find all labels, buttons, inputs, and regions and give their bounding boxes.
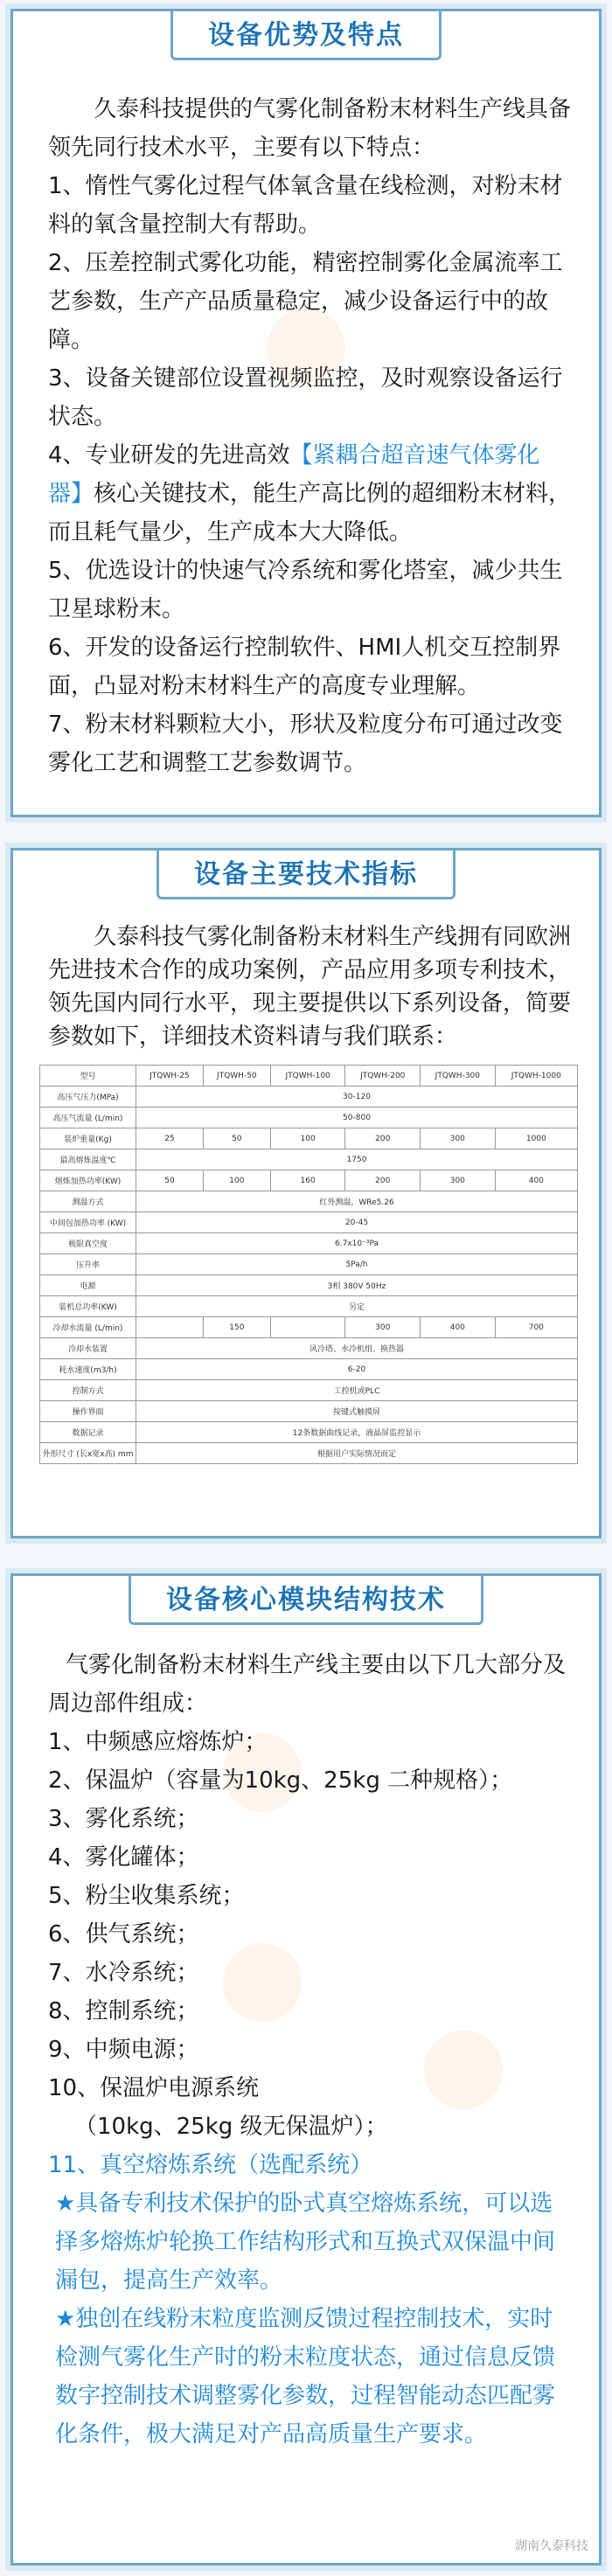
- spec-row-value: 300: [345, 1317, 421, 1338]
- spec-header-cell: JTQWH-1000: [495, 1066, 577, 1087]
- spec-row-label: 装炉重量(Kg): [40, 1128, 136, 1149]
- specs-title: 设备主要技术指标: [156, 851, 456, 899]
- spec-row-value: 160: [270, 1170, 345, 1191]
- advantage-item-4-prefix: 4、专业研发的先进高效: [48, 442, 290, 469]
- advantage-item: 1、惰性气雾化过程气体氧含量在线检测，对粉末材料的氧含量控制大有帮助。: [48, 173, 563, 238]
- spec-row-value: 50: [136, 1170, 204, 1191]
- module-item: （10kg、25kg 级无保温炉）；: [74, 2114, 388, 2140]
- spec-row-value: 1750: [136, 1149, 578, 1170]
- spec-row-value: 200: [345, 1128, 421, 1149]
- module-item: 6、供气系统；: [48, 1921, 199, 1948]
- spec-row-value: 700: [495, 1317, 577, 1338]
- spec-row-value: 30-120: [136, 1087, 578, 1107]
- spec-header-cell: JTQWH-200: [345, 1066, 421, 1087]
- spec-row: [40, 1233, 578, 1254]
- spec-header-cell: 型号: [40, 1066, 136, 1087]
- modules-body: [48, 1646, 573, 2454]
- spec-row: [40, 1359, 578, 1380]
- spec-row: [40, 1380, 578, 1401]
- advantages-panel: [10, 9, 602, 817]
- spec-row: [40, 1296, 578, 1317]
- module-item: 3、雾化系统；: [48, 1806, 199, 1832]
- spec-row-value: 25: [136, 1128, 204, 1149]
- spec-row-value: 100: [270, 1128, 345, 1149]
- spec-row-label: 中间包加热功率 (KW): [40, 1212, 136, 1233]
- spec-row-label: 操作界面: [40, 1401, 136, 1422]
- advantage-item: 6、开发的设备运行控制软件、HMI人机交互控制界面，凸显对粉末材料生产的高度专业理解。: [48, 635, 561, 699]
- advantage-item: 2、压差控制式雾化功能，精密控制雾化金属流率工艺参数，生产产品质量稳定，减少设备运行中的故障。: [48, 250, 563, 353]
- spec-row: [40, 1149, 578, 1170]
- spec-row: [40, 1338, 578, 1359]
- spec-row-label: 极限真空度: [40, 1233, 136, 1254]
- spec-row-label: 耗水速度(m3/h): [40, 1359, 136, 1380]
- spec-row-label: 压升率: [40, 1254, 136, 1275]
- signoff-label: 湖南久泰科技: [515, 2539, 588, 2553]
- module-item: 2、保温炉（容量为10kg、25kg 二种规格）；: [48, 1767, 513, 1794]
- star-feature: ★独创在线粉末粒度监测反馈过程控制技术，实时检测气雾化生产时的粉末粒度状态，通过信息反馈数字控制技术调整雾化参数，过程智能动态匹配雾化条件，极大满足对产品高质量生产要求。: [55, 2306, 556, 2448]
- advantage-item: 3、设备关键部位设置视频监控，及时观察设备运行状态。: [48, 365, 563, 430]
- spec-row-label: 冷却水流量 (L/min): [40, 1317, 136, 1338]
- specs-intro: 久泰科技气雾化制备粉末材料生产线拥有同欧洲先进技术合作的成功案例，产品应用多项专利技术，领先国内同行水平，现主要提供以下系列设备，简要参数如下，详细技术资料请与我们联系：: [48, 924, 572, 1050]
- spec-row-value: 50: [203, 1128, 270, 1149]
- spec-row-value: 300: [421, 1170, 496, 1191]
- spec-row-label: 高压气流量 (L/min): [40, 1107, 136, 1128]
- advantage-item: 5、优选设计的快速气冷系统和雾化塔室，减少共生卫星球粉末。: [48, 558, 563, 622]
- spec-row-label: 数据记录: [40, 1422, 136, 1443]
- spec-row-value: 150: [203, 1317, 270, 1338]
- spec-row-value: 200: [345, 1170, 421, 1191]
- spec-row-value: 工控机或PLC: [136, 1380, 578, 1401]
- spec-row-value: 6.7x10⁻³Pa: [136, 1233, 578, 1254]
- advantage-item-4: [48, 436, 573, 552]
- star-feature: ★具备专利技术保护的卧式真空熔炼系统，可以选择多熔炼炉轮换工作结构形式和互换式双保温中间漏包，提高生产效率。: [55, 2191, 556, 2294]
- spec-row: [40, 1254, 578, 1275]
- spec-header-cell: JTQWH-50: [203, 1066, 270, 1087]
- spec-row: [40, 1443, 578, 1464]
- spec-row-value: 根据用户实际情况而定: [136, 1443, 578, 1464]
- spec-row-value: 红外测温，WRe5.26: [136, 1191, 578, 1212]
- spec-row: [40, 1128, 578, 1149]
- spec-header-cell: JTQWH-300: [421, 1066, 496, 1087]
- spec-row-label: 测温方式: [40, 1191, 136, 1212]
- module-item: 1、中频感应熔炼炉；: [48, 1729, 268, 1755]
- spec-row-value: 风冷塔、水冷机组、换热器: [136, 1338, 578, 1359]
- spec-header-cell: JTQWH-100: [270, 1066, 345, 1087]
- modules-intro: 气雾化制备粉末材料生产线主要由以下几大部分及周边部件组成：: [48, 1652, 567, 1717]
- spec-row: [40, 1275, 578, 1296]
- module-item: 7、水冷系统；: [48, 1960, 199, 1986]
- module-item: 10、保温炉电源系统: [48, 2075, 260, 2101]
- advantages-body: [48, 90, 573, 782]
- spec-row: [40, 1317, 578, 1338]
- spec-row: [40, 1170, 578, 1191]
- advantages-intro: 久泰科技提供的气雾化制备粉末材料生产线具备领先同行技术水平，主要有以下特点：: [48, 96, 572, 161]
- advantage-item: 7、粉末材料颗粒大小，形状及粒度分布可通过改变雾化工艺和调整工艺参数调节。: [48, 712, 563, 776]
- spec-header-cell: JTQWH-25: [136, 1066, 204, 1087]
- spec-row-value: 300: [421, 1128, 496, 1149]
- specs-panel: [10, 848, 602, 1538]
- spec-row-value: [270, 1317, 345, 1338]
- spec-row-value: 100: [203, 1170, 270, 1191]
- spec-row-value: 20-45: [136, 1212, 578, 1233]
- module-item: 9、中频电源；: [48, 2037, 199, 2063]
- spec-row: [40, 1422, 578, 1443]
- spec-row-label: 外形尺寸 (长x宽x高) mm: [40, 1443, 136, 1464]
- spec-row: [40, 1401, 578, 1422]
- spec-row-label: 电源: [40, 1275, 136, 1296]
- spec-row-label: 控制方式: [40, 1380, 136, 1401]
- module-item-vacuum: 11、真空熔炼系统（选配系统）: [48, 2152, 373, 2178]
- module-item: 8、控制系统；: [48, 1998, 199, 2024]
- atomizer-highlight: 【紧耦合超音速气体雾化器】: [48, 442, 540, 507]
- spec-row-label: 装机总功率(KW): [40, 1296, 136, 1317]
- spec-row-value: 400: [495, 1170, 577, 1191]
- spec-row-label: 冷却水装置: [40, 1338, 136, 1359]
- spec-row-value: 按键式触摸屏: [136, 1401, 578, 1422]
- spec-row-label: 高压气压力(MPa): [40, 1087, 136, 1107]
- spec-row: [40, 1191, 578, 1212]
- spec-header-row: [40, 1066, 578, 1087]
- spec-row-value: 12条数据曲线记录，液晶屏监控显示: [136, 1422, 578, 1443]
- spec-row-value: 400: [421, 1317, 496, 1338]
- spec-row-label: 最高熔炼温度℃: [40, 1149, 136, 1170]
- spec-row-value: 3相 380V 50Hz: [136, 1275, 578, 1296]
- advantage-item-4-rest: 核心关键技术，能生产高比例的超细粉末材料，而且耗气量少，生产成本大大降低。: [48, 481, 572, 545]
- spec-row-value: [136, 1317, 204, 1338]
- modules-panel: [10, 1573, 602, 2566]
- spec-row: [40, 1212, 578, 1233]
- module-item: 5、粉尘收集系统；: [48, 1883, 245, 1909]
- advantages-title: 设备优势及特点: [170, 11, 442, 60]
- spec-row: [40, 1107, 578, 1128]
- spec-row-value: 50-800: [136, 1107, 578, 1128]
- modules-title: 设备核心模块结构技术: [129, 1576, 483, 1625]
- spec-row-value: 6-20: [136, 1359, 578, 1380]
- spec-row-value: 另定: [136, 1296, 578, 1317]
- spec-row-value: 1000: [495, 1128, 577, 1149]
- spec-table: [39, 1065, 578, 1464]
- module-item: 4、雾化罐体；: [48, 1844, 199, 1871]
- spec-row-label: 熔炼加热功率(KW): [40, 1170, 136, 1191]
- spec-row-value: 5Pa/h: [136, 1254, 578, 1275]
- spec-row: [40, 1087, 578, 1107]
